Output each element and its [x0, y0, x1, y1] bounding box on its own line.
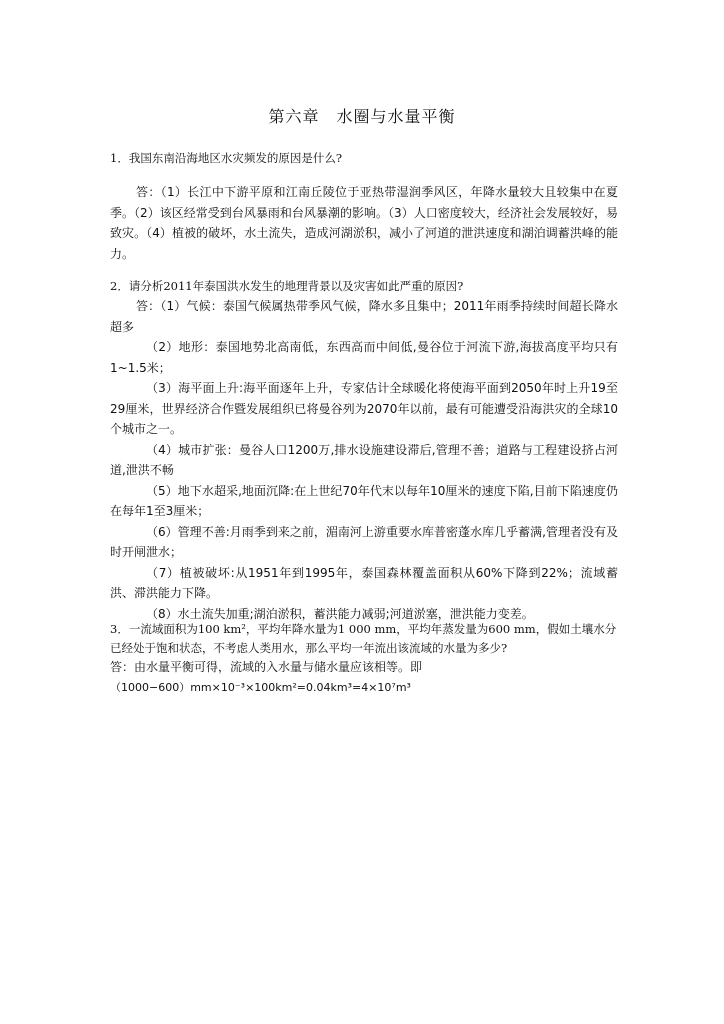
question-1-block	[110, 148, 618, 264]
answer-2-item: （5）地下水超采,地面沉降:在上世纪70年代末以每年10厘米的速度下陷,目前下陷速度仍在每年1至3厘米；	[110, 483, 618, 518]
answer-2-item: （2）地形：泰国地势北高南低，东西高而中间低,曼谷位于河流下游,海拔高度平均只有1~1.5米；	[110, 340, 618, 375]
answer-2-item: （3）海平面上升:海平面逐年上升，专家估计全球暖化将使海平面到2050年时上升19至29厘米，世界经济合作暨发展组织已将曼谷列为2070年以前，最有可能遭受沿海洪灾的全球10个城市之一。	[110, 381, 618, 436]
question-1-text: 1．我国东南沿海地区水灾频发的原因是什么?	[110, 151, 342, 165]
chapter-title: 第六章 水圈与水量平衡	[268, 107, 456, 126]
question-3-block	[110, 620, 618, 698]
answer-2-item: （6）管理不善:月雨季到来之前，湄南河上游重要水库普密蓬水库几乎蓄满,管理者没有及时开闸泄水；	[110, 524, 618, 559]
question-3-text: 3．一流域面积为100 km²，平均年降水量为1 000 mm，平均年蒸发量为600 mm，假如土壤水分已经处于饱和状态，不考虑人类用水，那么平均一年流出该流域的水量为多少?	[110, 622, 617, 655]
answer-1-text: 答：（1）长江中下游平原和江南丘陵位于亚热带湿润季风区，年降水量较大且较集中在夏季。（2）该区经常受到台风暴雨和台风暴潮的影响。（3）人口密度较大，经济社会发展较好，易致灾。（4）植被的破坏，水土流失，造成河湖淤积，减小了河道的泄洪速度和湖泊调蓄洪峰的能力。	[110, 185, 618, 261]
answer-2-item: （8）水土流失加重;湖泊淤积，蓄洪能力减弱;河道淤塞，泄洪能力变差。	[146, 606, 534, 621]
answer-2-item: 答：（1）气候：泰国气候属热带季风气候，降水多且集中；2011年雨季持续时间超长降水超多	[110, 299, 618, 334]
answer-2-item: （7）植被破坏:从1951年到1995年，泰国森林覆盖面积从60%下降到22%；流域蓄洪、滞洪能力下降。	[110, 565, 618, 600]
answer-3-text: 答：由水量平衡可得，流域的入水量与储水量应该相等。即	[110, 660, 423, 674]
question-2-block	[110, 276, 618, 624]
question-2-text: 2．请分析2011年泰国洪水发生的地理背景以及灾害如此严重的原因?	[110, 279, 464, 293]
answer-2-item: （4）城市扩张：曼谷人口1200万,排水设施建设滞后,管理不善；道路与工程建设挤占河道,泄洪不畅	[110, 442, 618, 477]
answer-3-formula: （1000−600）mm×10⁻³×100km²=0.04km³=4×10⁷m³	[110, 680, 411, 694]
